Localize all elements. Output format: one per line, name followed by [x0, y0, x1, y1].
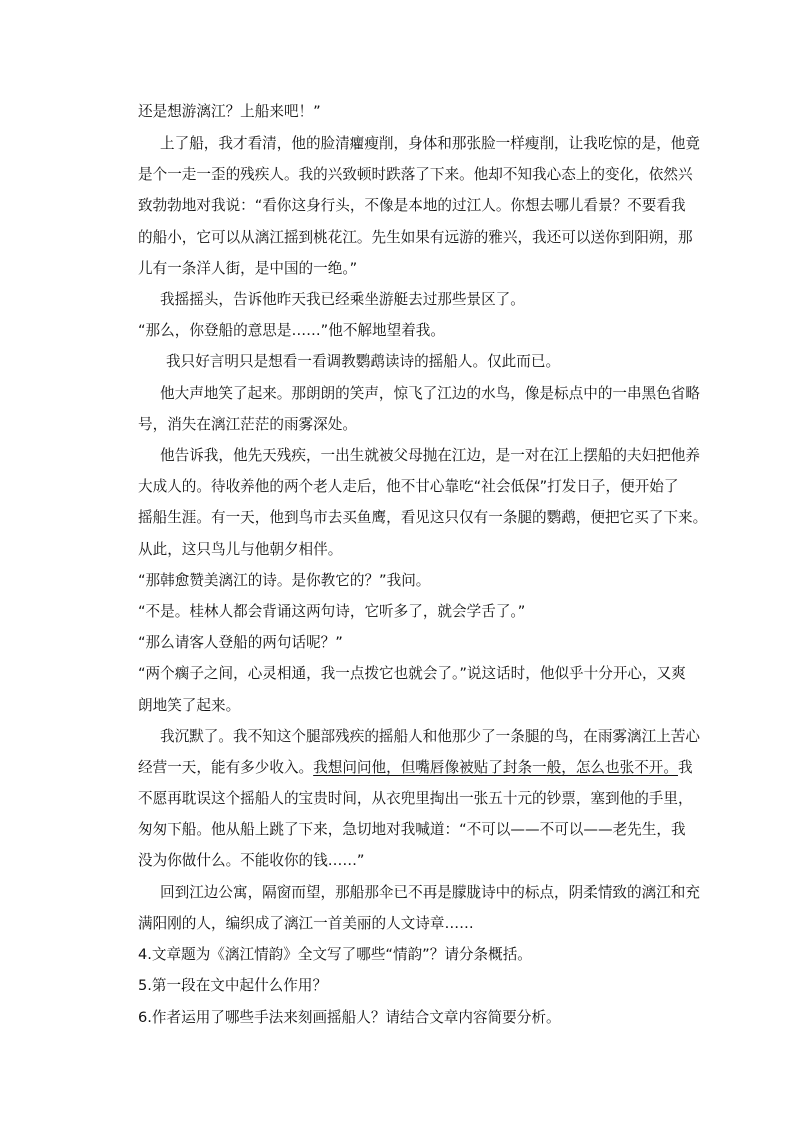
paragraph-line: 匆匆下船。他从船上跳了下来，急切地对我喊道：“不可以——不可以——老先生，我 [138, 821, 686, 838]
dialogue-line: “那韩愈赞美漓江的诗。是你教它的？”我问。 [138, 572, 431, 589]
sentence-text: 经营一天，能有多少收入。 [138, 759, 314, 776]
paragraph-line: 不愿再耽误这个摇船人的宝贵时间，从衣兜里掏出一张五十元的钞票，塞到他的手里， [138, 790, 693, 807]
paragraph-line [138, 758, 693, 778]
paragraph-line: 大成人的。待收养他的两个老人走后，他不甘心靠吃“社会低保”打发日子，便开始了 [138, 478, 679, 495]
question-4: 4.文章题为《漓江情韵》全文写了哪些“情韵”？请分条概括。 [138, 946, 532, 963]
question-6: 6.作者运用了哪些手法来刻画摇船人？请结合文章内容简要分析。 [138, 1009, 561, 1026]
paragraph-line: “那么，你登船的意思是……”他不解地望着我。 [138, 322, 445, 339]
dialogue-line: “那么请客人登船的两句话呢？” [138, 634, 343, 651]
paragraph-line: 还是想游漓江？上船来吧！” [138, 103, 321, 120]
paragraph-line: 儿有一条洋人街，是中国的一绝。” [138, 260, 358, 277]
paragraph-line: 从此，这只鸟儿与他朝夕相伴。 [138, 541, 343, 558]
paragraph-line: 号，消失在漓江茫茫的雨雾深处。 [138, 416, 357, 433]
paragraph-line: 朗地笑了起来。 [138, 697, 241, 714]
underlined-sentence: 我想问问他，但嘴唇像被贴了封条一般，怎么也张不开。 [313, 759, 678, 776]
paragraph-line: 他大声地笑了起来。那朗朗的笑声，惊飞了江边的水鸟，像是标点中的一串黑色省略 [160, 385, 700, 402]
dialogue-line: “不是。桂林人都会背诵这两句诗，它听多了，就会学舌了。” [138, 603, 526, 620]
paragraph-line: 没为你做什么。不能收你的钱……” [138, 852, 365, 869]
paragraph-line: 我只好言明只是想看一看调教鹦鹉读诗的摇船人。仅此而已。 [166, 353, 561, 370]
paragraph-line: 上了船，我才看清，他的脸清癯瘦削，身体和那张脸一样瘦削，让我吃惊的是，他竟 [160, 135, 700, 152]
paragraph-line: 满阳刚的人，编织成了漓江一首美丽的人文诗章…… [138, 915, 474, 932]
paragraph-line: 致勃勃地对我说：“看你这身行头，不像是本地的过江人。你想去哪儿看景？不要看我 [138, 197, 686, 214]
paragraph-line: 他告诉我，他先天残疾，一出生就被父母抛在江边，是一对在江上摆船的夫妇把他养 [160, 447, 700, 464]
sentence-text: 我 [678, 759, 693, 776]
question-5: 5.第一段在文中起什么作用？ [138, 977, 328, 994]
paragraph-line: 回到江边公寓，隔窗而望，那船那伞已不再是朦胧诗中的标点，阴柔情致的漓江和充 [160, 884, 700, 901]
paragraph-line: 的船小，它可以从漓江摇到桃花江。先生如果有远游的雅兴，我还可以送你到阳朔，那 [138, 229, 693, 246]
paragraph-line: 是个一走一歪的残疾人。我的兴致顿时跌落了下来。他却不知我心态上的变化，依然兴 [138, 166, 693, 183]
paragraph-line: 我摇摇头，告诉他昨天我已经乘坐游艇去过那些景区了。 [160, 291, 525, 308]
paragraph-line: 摇船生涯。有一天，他到鸟市去买鱼鹰，看见这只仅有一条腿的鹦鹉，便把它买了下来。 [138, 509, 708, 526]
dialogue-line: “两个瘸子之间，心灵相通，我一点拨它也就会了。”说这话时，他似乎十分开心，又爽 [138, 665, 686, 682]
paragraph-line: 我沉默了。我不知这个腿部残疾的摇船人和他那少了一条腿的鸟，在雨雾漓江上苦心 [160, 728, 700, 745]
